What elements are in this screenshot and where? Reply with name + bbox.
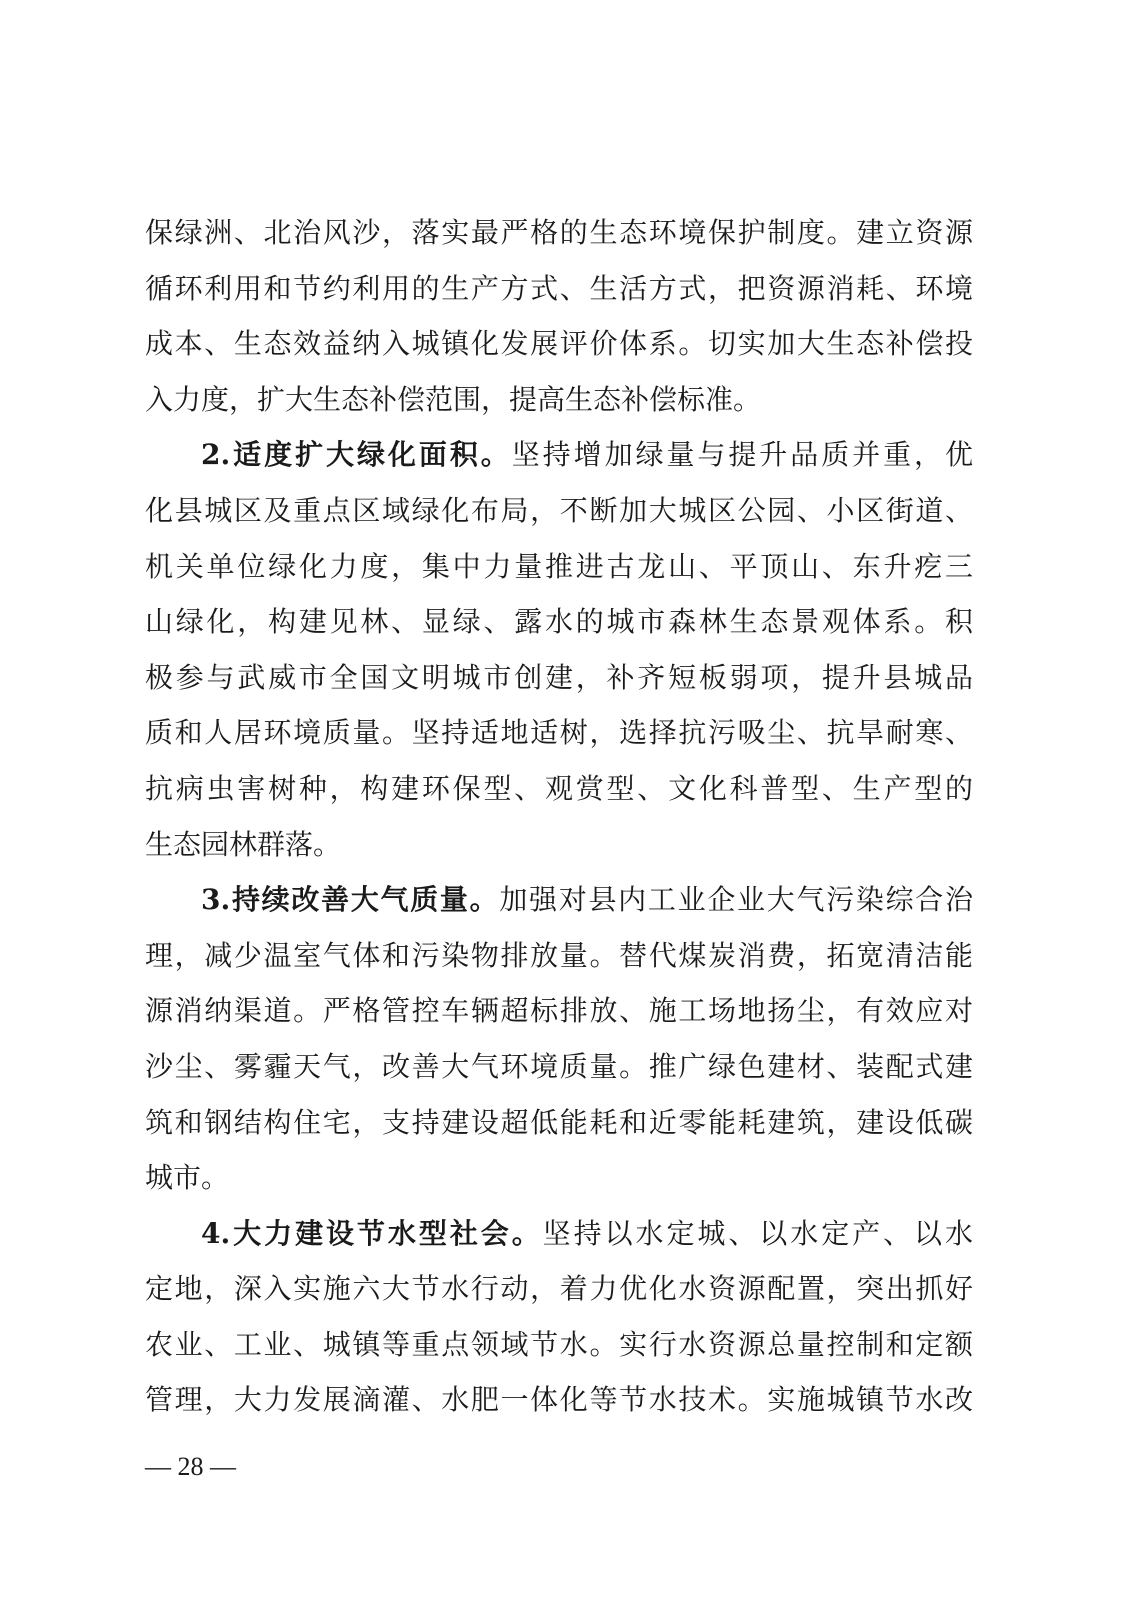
page-number: — 28 — bbox=[145, 1452, 236, 1481]
paragraph-2 bbox=[145, 427, 973, 872]
text-line: 农业、工业、城镇等重点领域节水。实行水资源总量控制和定额 bbox=[145, 1327, 973, 1361]
text-line: 化县城区及重点区域绿化布局，不断加大城区公园、小区街道、 bbox=[145, 493, 973, 527]
text-line bbox=[145, 872, 973, 928]
text-line bbox=[145, 427, 973, 483]
text-line: 城市。 bbox=[145, 1161, 230, 1195]
text-line: 定地，深入实施六大节水行动，着力优化水资源配置，突出抓好 bbox=[145, 1272, 973, 1306]
section-heading: 3.持续改善大气质量。 bbox=[201, 883, 500, 917]
text-run: 坚持以水定城、以水定产、以水 bbox=[542, 1216, 973, 1250]
text-line: 循环利用和节约利用的生产方式、生活方式，把资源消耗、环境 bbox=[145, 271, 973, 305]
section-heading: 2.适度扩大绿化面积。 bbox=[201, 438, 512, 472]
text-line: 山绿化，构建见林、显绿、露水的城市森林生态景观体系。积 bbox=[145, 605, 973, 639]
paragraph-1 bbox=[145, 205, 973, 427]
paragraph-3 bbox=[145, 872, 973, 1206]
text-line: 成本、生态效益纳入城镇化发展评价体系。切实加大生态补偿投 bbox=[145, 327, 973, 361]
text-line: 质和人居环境质量。坚持适地适树，选择抗污吸尘、抗旱耐寒、 bbox=[145, 716, 973, 750]
text-line bbox=[145, 1206, 973, 1262]
text-line: 源消纳渠道。严格管控车辆超标排放、施工场地扬尘，有效应对 bbox=[145, 994, 973, 1028]
text-line: 管理，大力发展滴灌、水肥一体化等节水技术。实施城镇节水改 bbox=[145, 1383, 973, 1417]
text-run: 加强对县内工业企业大气污染综合治 bbox=[499, 883, 973, 917]
text-line: 生态园林群落。 bbox=[145, 827, 342, 861]
text-line: 沙尘、雾霾天气，改善大气环境质量。推广绿色建材、装配式建 bbox=[145, 1049, 973, 1083]
text-line: 入力度，扩大生态补偿范围，提高生态补偿标准。 bbox=[145, 382, 762, 416]
text-run: 坚持增加绿量与提升品质并重，优 bbox=[511, 438, 973, 472]
text-line: 保绿洲、北治风沙，落实最严格的生态环境保护制度。建立资源 bbox=[145, 216, 973, 249]
text-line: 机关单位绿化力度，集中力量推进古龙山、平顶山、东升疙三 bbox=[145, 549, 973, 583]
text-line: 筑和钢结构住宅，支持建设超低能耗和近零能耗建筑，建设低碳 bbox=[145, 1105, 973, 1139]
text-line: 极参与武威市全国文明城市创建，补齐短板弱项，提升县城品 bbox=[145, 660, 973, 694]
paragraph-4 bbox=[145, 1206, 973, 1428]
section-heading: 4.大力建设节水型社会。 bbox=[201, 1216, 543, 1250]
text-line: 抗病虫害树种，构建环保型、观赏型、文化科普型、生产型的 bbox=[145, 771, 973, 805]
document-body bbox=[145, 205, 973, 1428]
text-line: 理，减少温室气体和污染物排放量。替代煤炭消费，拓宽清洁能 bbox=[145, 938, 973, 972]
